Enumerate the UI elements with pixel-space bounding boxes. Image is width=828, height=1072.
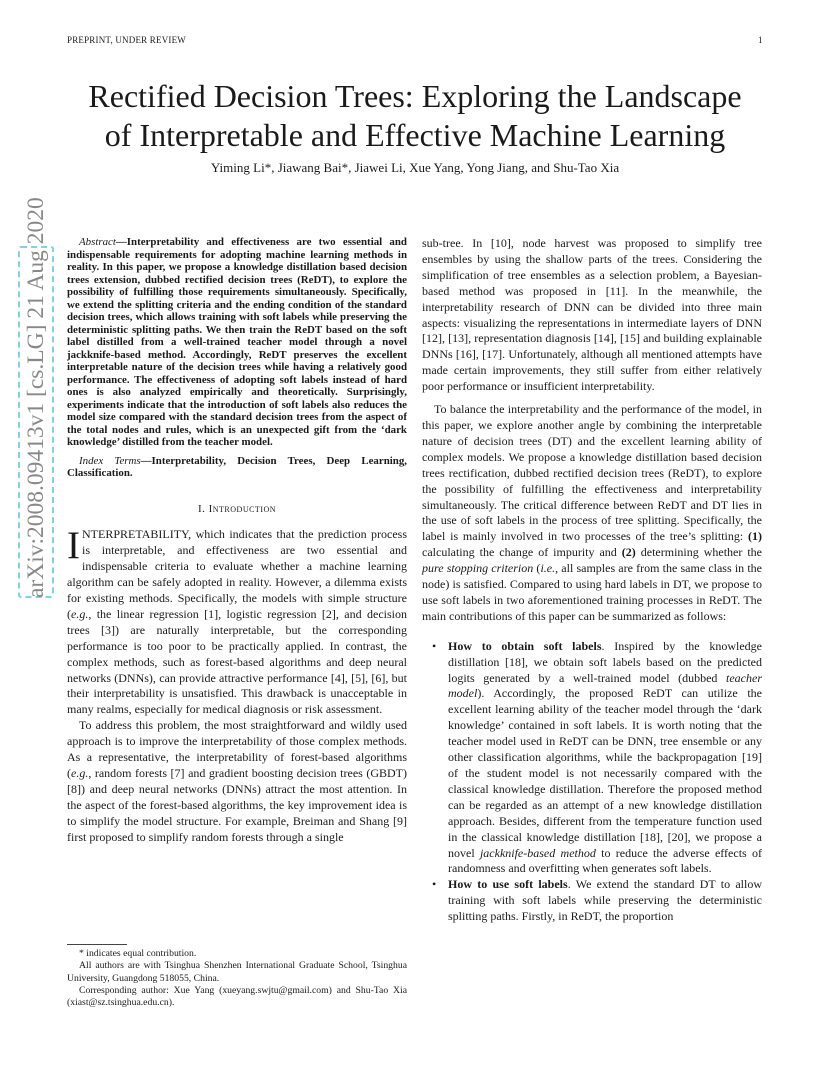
index-terms: [67, 455, 407, 480]
intro-p1-text: NTERPRETABILITY, which indicates that the prediction process is interpretable, and effectiveness are two essential and indispensable criteria to evaluate whether a machine learning algorithm can be safely adopted in reality. However, a dilemma exists for existing methods. Specifically, the models with simple structure (: [67, 527, 407, 621]
contribution-item: [448, 639, 762, 878]
right-paragraph-2: [422, 402, 762, 625]
title-line-1: Rectified Decision Trees: Exploring the Landscape: [88, 78, 742, 114]
running-header: PREPRINT, UNDER REVIEW: [67, 35, 186, 45]
intro-p1-tail: , the linear regression [1], logistic regression [2], and decision trees [3]) are naturally interpretable, but the corresponding performance is too poor to be practically applied. In contrast, the complex methods, such as forest-based algorithms and deep neural networks (DNNs), can provide attractive performance [4], [5], [6], but their interpretability is unsatisfied. This drawback is unacceptable in many realms, especially for medical diagnosis or risk assessment.: [67, 606, 407, 717]
abstract: [67, 236, 407, 449]
contribution-1-heading: How to obtain soft labels: [448, 638, 602, 653]
right-paragraph-1: sub-tree. In [10], node harvest was proposed to simplify tree ensembles by using the shallow parts of the trees. Considering the simplification of tree ensembles as a selection problem, a Bayesian-based method was proposed in [11]. In the meanwhile, the interpretability research of DNN can be divided into three main aspects: visualizing the representations in intermediate layers of DNN [12], [13], representation diagnosis [14], [15] and building explainable DNNs [16], [17]. Unfortunately, although all mentioned attempts have made certain improvements, they still suffer from either relatively poor performance or insufficient interpretability.: [422, 236, 762, 394]
abstract-label: Abstract: [79, 236, 116, 248]
abstract-text: —Interpretability and effectiveness are two essential and indispensable requirements for adopting machine learning methods in reality. In this paper, we propose a knowledge distillation based decision trees extension, dubbed rectified decision trees (ReDT), to explore the possibility of fulfilling those requirements simultaneously. Specifically, we extend the splitting criteria and the ending condition of the standard decision trees, which allows training with soft labels while preserving the deterministic splitting paths. We then train the ReDT based on the soft label distilled from a well-trained teacher model through a novel jackknife-based method. Accordingly, ReDT preserves the excellent interpretable nature of the decision trees while having a relatively good performance. The effectiveness of adopting soft labels instead of hard ones is also analyzed empirically and theoretically. Surprisingly, experiments indicate that the introduction of soft labels also reduces the model size compared with the standard decision trees from the aspect of the total nodes and rules, which is an unexpected gift from the ‘dark knowledge’ distilled from the teacher model.: [67, 236, 407, 448]
intro-paragraph-2: [67, 718, 407, 845]
footnote-affiliation: All authors are with Tsinghua Shenzhen International Graduate School, Tsinghua University, Guangdong 518055, China.: [67, 960, 407, 984]
c1-jackknife: jackknife-based method: [479, 845, 596, 860]
paper-title: [40, 77, 790, 155]
rp2-psc: pure stopping criterion: [422, 561, 534, 576]
contribution-item: [448, 877, 762, 925]
intro-p2-text: To address this problem, the most straightforward and wildly used approach is to improve the interpretability of those complex methods. As a representative, the interpretability of forest-based algorithms (: [67, 718, 407, 780]
rp2-a: To balance the interpretability and the performance of the model, in this paper, we explore another angle by combining the interpretable nature of decision trees (DT) and the excellent learning ability of complex models. We propose a knowledge distillation based decision trees rectification, dubbed rectified decision trees (ReDT), to explore the possibility of fulfilling the effectiveness and interpretability simultaneously. The critical difference between ReDT and DT lies in the use of soft labels in the process of tree splitting. Specifically, the label is mainly involved in two processes of the tree’s splitting:: [422, 402, 762, 544]
rp2-c: determining whether the: [635, 545, 762, 560]
author-list: Yiming Li*, Jiawang Bai*, Jiawei Li, Xue Yang, Yong Jiang, and Shu-Tao Xia: [210, 160, 620, 175]
intro-p2-tail: , random forests [7] and gradient boosting decision trees (GBDT) [8]) and deep neural networks (DNNs) attract the most attention. In the aspect of the forest-based algorithms, the key improvement idea is to simplify the model structure. For example, Breiman and Shang [9] first proposed to simplify random forests through a single: [67, 766, 407, 844]
index-terms-label: Index Terms: [79, 454, 141, 467]
rp2-n2: (2): [621, 545, 636, 560]
drop-cap: I: [67, 524, 80, 568]
c2-a: . We extend the standard DT to allow training with soft labels while preserving the deterministic splitting paths. Firstly, in ReDT, the proportion: [448, 877, 763, 924]
c1-teacher-model: teacher model: [448, 670, 762, 701]
page-number: 1: [758, 35, 763, 45]
c1-c: to reduce the adverse effects of randomness and overfitting when generates soft labels.: [448, 845, 762, 876]
section-heading-introduction: [67, 502, 407, 518]
rp2-ie: i.e.: [540, 561, 556, 576]
arxiv-stamp: arXiv:2008.09413v1 [cs.LG] 21 Aug 2020: [23, 197, 49, 598]
intro-paragraph-1: [67, 524, 407, 718]
c1-a: . Inspired by the knowledge distillation [18], we obtain soft labels based on the predicted logits generated by a well-trained model (dubbed: [448, 638, 762, 685]
title-line-2: of Interpretable and Effective Machine Learning: [104, 117, 726, 153]
index-terms-text: —Interpretability, Decision Trees, Deep Learning, Classification.: [67, 454, 408, 479]
rp2-d: (: [533, 561, 541, 576]
right-column: [422, 236, 762, 925]
left-column: [67, 236, 407, 846]
footnote-corresponding: Corresponding author: Xue Yang (xueyang.swjtu@gmail.com) and Shu-Tao Xia (xiast@sz.tsinghua.edu.cn).: [67, 984, 407, 1009]
c1-b: ). Accordingly, the proposed ReDT can utilize the excellent learning ability of the teacher model through the ‘dark knowledge’ contained in soft labels. It is worth noting that the teacher model used in ReDT can be DNN, tree ensemble or any other classification algorithms, while the backpropagation [19] of the student model is not necessarily compared with the classical knowledge distillation. Therefore the proposed method can be regarded as an attempt of a new knowledge distillation approach. Besides, different from the temperature function used in the classical knowledge distillation [18], [20], we propose a novel: [448, 686, 762, 860]
footnote-equal-contribution: * indicates equal contribution.: [79, 948, 197, 959]
section-heading-text: I. Introduction: [197, 502, 277, 515]
intro-p2-eg: e.g.: [71, 766, 89, 780]
footnotes: [67, 948, 407, 1009]
footnote-divider: [67, 944, 127, 945]
intro-p1-eg: e.g.: [71, 606, 89, 621]
rp2-n1: (1): [748, 529, 762, 544]
contributions-list: [422, 639, 762, 925]
rp2-e: , all samples are from the same class in the node) is satisfied. Compared to using hard labels in DT, we propose to use soft labels in two aforementioned training processes in ReDT. The main contributions of this paper can be summarized as follows:: [422, 561, 763, 623]
contribution-2-heading: How to use soft labels: [448, 877, 568, 892]
rp2-b: calculating the change of impurity and: [422, 545, 622, 560]
